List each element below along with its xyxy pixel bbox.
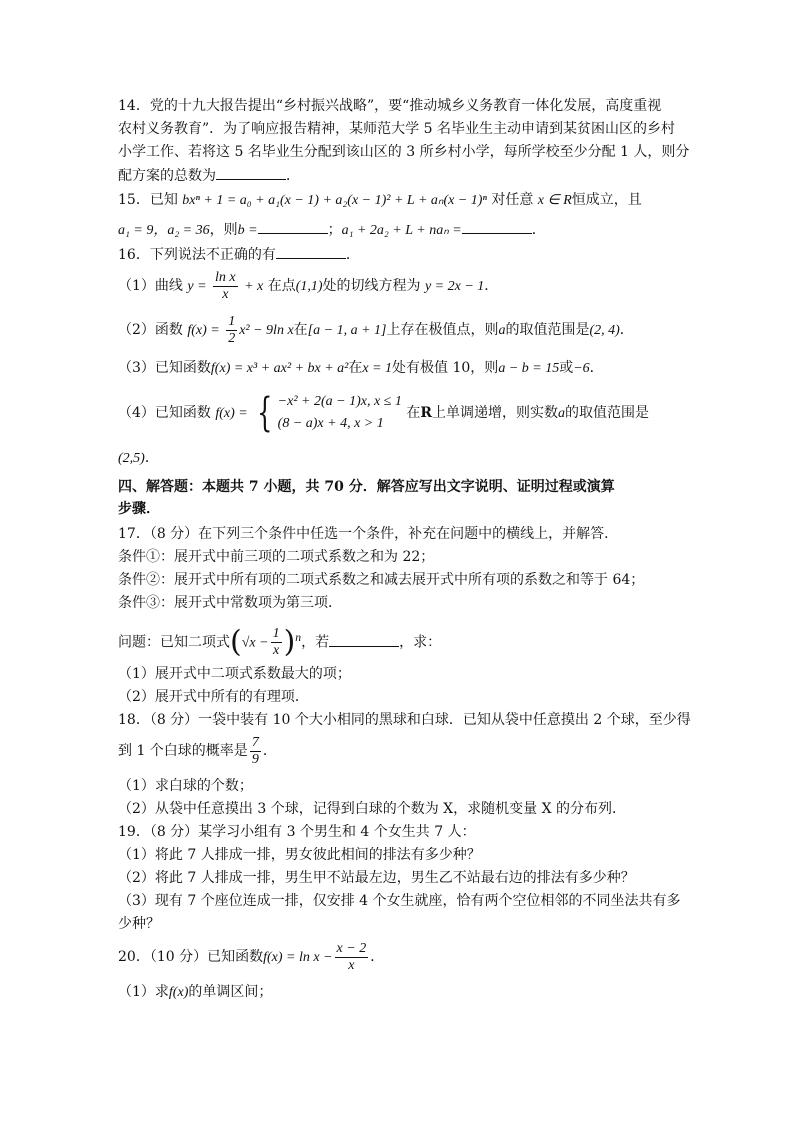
q16-s3-text2: 处有极值 10，则 xyxy=(392,360,499,376)
q15-text3: ，则 xyxy=(209,222,238,238)
q16-s4-text2: 上单调递增，则实数 xyxy=(431,405,558,421)
q17-num: 1 xyxy=(272,626,280,642)
q16-s1-label: （1）曲线 xyxy=(118,278,183,294)
q18-num: 7 xyxy=(251,734,259,750)
q16-s1-point: (1,1) xyxy=(295,279,323,294)
q16-s2-f: f(x) = xyxy=(187,323,220,338)
q14-line4 xyxy=(118,165,300,186)
right-paren-icon: ) xyxy=(283,624,296,660)
q16-s4-text: 在 xyxy=(406,405,421,421)
q17-condition1: 条件①：展开式中前三项的二项式系数之和为 22； xyxy=(118,549,435,565)
q18-text: 到 1 个白球的概率是 xyxy=(118,743,248,759)
q14-line2: 农村义务教育”．为了响应报告精神，某师范大学 5 名毕业生主动申请到某贫困山区的乡村 xyxy=(118,121,675,137)
q18-line1: 18．（8 分）一袋中装有 10 个大小相同的黑球和白球．已知从袋中任意摸出 2 个球，至少得 xyxy=(118,712,691,728)
q16-s3-x: x = 1 xyxy=(362,361,393,376)
q20-text: 20．（10 分）已知函数 xyxy=(118,949,264,965)
q17-exponent: n xyxy=(295,631,302,644)
left-paren-icon: ( xyxy=(230,624,242,660)
q15-expansion: bxⁿ + 1 = a₀ + a₁(x − 1) + a₂(x − 1)² + L + aₙ(x − 1)ⁿ xyxy=(182,193,487,208)
q17-question xyxy=(118,616,441,666)
q15-sum-eq: a₁ + 2a₂ + L + naₙ = xyxy=(341,223,462,238)
q16-s1-plus: + x xyxy=(244,279,264,294)
q16-s1-y: y = xyxy=(187,279,207,294)
q14-text: 配方案的总数为 xyxy=(118,168,216,184)
q20-p1-f: f(x) xyxy=(168,985,189,1000)
q18-period: ． xyxy=(262,743,277,759)
q16-s4-f: f(x) = xyxy=(215,406,248,421)
q20-f: f(x) = ln x − xyxy=(263,950,333,965)
q16-s4-R: R xyxy=(420,405,432,421)
q18-part2: （2）从袋中任意摸出 3 个球，记得到白球的个数为 X，求随机变量 X 的分布列． xyxy=(118,801,626,817)
q15-text: 对任意 xyxy=(491,192,534,208)
q16-period: ． xyxy=(345,247,360,263)
q17-frac xyxy=(271,626,282,659)
q16-s2-text3: 的取值范围是 xyxy=(505,322,590,338)
q18-line2 xyxy=(118,732,277,770)
q16-s3-label: （3）已知函数 xyxy=(118,360,211,376)
q16-s4-label: （4）已知函数 xyxy=(118,405,211,421)
q17-part1: （1）展开式中二项式系数最大的项； xyxy=(118,666,351,682)
q16-s2-text2: 上存在极值点，则 xyxy=(386,322,499,338)
q17-q-text: 问题：已知二项式 xyxy=(118,634,230,651)
q15-blank1 xyxy=(258,219,328,234)
q15-conditions: a₁ = 9，a₂ = 36 xyxy=(118,223,210,238)
q16-s4-case1: −x² + 2(a − 1)x, x ≤ 1 xyxy=(277,394,402,409)
q16-s2-range: (2, 4) xyxy=(589,323,620,338)
q19-stem: 19．（8 分）某学习小组有 3 个男生和 4 个女生共 7 人： xyxy=(118,824,476,840)
q16-stem xyxy=(118,244,360,265)
q19-part1: （1）将此 7 人排成一排，男女彼此相间的排法有多少种？ xyxy=(118,847,481,863)
q16-s3-eq: a − b = 15 xyxy=(498,361,560,376)
q16-s1-text: 在点 xyxy=(267,278,296,294)
q15-line1 xyxy=(118,190,642,211)
q15-period: ． xyxy=(531,222,546,238)
q17-q-text2: ，若 xyxy=(301,634,330,651)
q20-period: ． xyxy=(370,949,385,965)
q17-blank xyxy=(329,632,399,647)
q20-p1-text2: 的单调区间； xyxy=(188,984,273,1000)
q18-frac xyxy=(250,735,261,768)
q16-s2-period: ． xyxy=(619,322,634,338)
q16-s4-text3: 的取值范围是 xyxy=(564,405,649,421)
q16-s2-var: a xyxy=(498,323,506,338)
q16-s1 xyxy=(118,268,498,305)
q16-s2-num: 1 xyxy=(228,313,236,329)
q16-s2-text: 在 xyxy=(293,322,308,338)
q15-domain: x ∈ R xyxy=(537,193,572,208)
q19-part3-cont: 少种？ xyxy=(118,916,160,932)
q16-s1-period: ． xyxy=(484,278,499,294)
q16-s2-label: （2）函数 xyxy=(118,322,183,338)
q20-p1-text: （1）求 xyxy=(118,984,169,1000)
q16-s4-case2: (8 − a)x + 4, x > 1 xyxy=(277,416,384,431)
q15-text2: 恒成立，且 xyxy=(571,192,642,208)
q16-s2-expr: x² − 9ln x xyxy=(239,323,294,338)
q15-line2 xyxy=(118,219,546,241)
q19-part2: （2）将此 7 人排成一排，男生甲不站最左边，男生乙不站最右边的排法有多少种？ xyxy=(118,870,635,886)
q16-s3 xyxy=(118,358,604,379)
q16-s1-text2: 处的切线方程为 xyxy=(322,278,421,294)
q16-s1-den: x xyxy=(222,286,229,302)
q17-condition2: 条件②：展开式中所有项的二项式系数之和减去展开式中所有项的系数之和等于 64； xyxy=(118,572,645,588)
q16-s3-or: 或 xyxy=(559,360,574,376)
q18-part1: （1）求白球的个数； xyxy=(118,778,253,794)
q20-num: x − 2 xyxy=(336,940,367,956)
q14-period: ． xyxy=(286,168,300,184)
q15-prefix: 15．已知 xyxy=(118,192,178,208)
q16-blank xyxy=(276,244,346,259)
q14-answer-blank xyxy=(216,165,286,180)
q17-den: x xyxy=(272,643,280,659)
section4-heading: 四、解答题：本题共 7 小题，共 70 分．解答应写出文字说明、证明过程或演算 xyxy=(118,479,615,495)
q16-s3-period: ． xyxy=(589,360,604,376)
section4-heading-cont: 步骤． xyxy=(118,501,160,517)
q16-s4-var: a xyxy=(557,406,565,421)
q15-blank2 xyxy=(462,219,532,234)
q17-sqrt: √x − xyxy=(241,635,269,651)
q16-s1-frac xyxy=(213,270,238,303)
q15-b-eq: b = xyxy=(237,223,258,238)
q14-line3: 小学工作、若将这 5 名毕业生分配到该山区的 3 所乡村小学，每所学校至少分配 1 人，则分 xyxy=(118,144,690,160)
q16-s3-f: f(x) = x³ + ax² + bx + a² xyxy=(210,361,349,376)
q20-den: x xyxy=(348,957,355,973)
q16-s4-range: (2,5) xyxy=(118,451,145,466)
q16-s1-tangent: y = 2x − 1 xyxy=(424,279,485,294)
q16-s1-num: ln x xyxy=(215,269,236,285)
q19-part3: （3）现有 7 个座位连成一排，仅安排 4 个女生就座，恰有两个空位相邻的不同坐法共有多 xyxy=(118,893,681,909)
q16-s2-frac xyxy=(226,314,237,347)
q15-sep: ； xyxy=(327,222,342,238)
q16-s3-text: 在 xyxy=(348,360,363,376)
q16-s3-val: −6 xyxy=(573,361,590,376)
q16-s4-period: ． xyxy=(144,450,159,466)
q14-line1: 14．党的十九大报告提出“乡村振兴战略”，要“推动城乡义务教育一体化发展，高度重视 xyxy=(118,98,662,114)
q17-part2: （2）展开式中所有的有理项． xyxy=(118,689,309,705)
q17-stem: 17．（8 分）在下列三个条件中任选一个条件，补充在问题中的横线上，并解答． xyxy=(118,526,619,542)
q16-s4-cases xyxy=(278,391,402,435)
q16-s2-interval: [a − 1, a + 1] xyxy=(307,323,387,338)
q20-stem xyxy=(118,938,384,977)
q16-text: 16．下列说法不正确的有 xyxy=(118,247,276,263)
q20-frac xyxy=(335,941,369,974)
q16-s2-den: 2 xyxy=(228,330,236,346)
q17-condition3: 条件③：展开式中常数项为第三项． xyxy=(118,595,342,611)
q20-part1 xyxy=(118,982,272,1003)
q16-s4 xyxy=(118,388,649,439)
q18-den: 9 xyxy=(251,751,259,767)
q16-s2 xyxy=(118,312,634,349)
left-brace-icon: { xyxy=(257,390,273,436)
q17-q-text3: ，求： xyxy=(399,634,442,651)
q16-s4-cont xyxy=(118,448,159,469)
